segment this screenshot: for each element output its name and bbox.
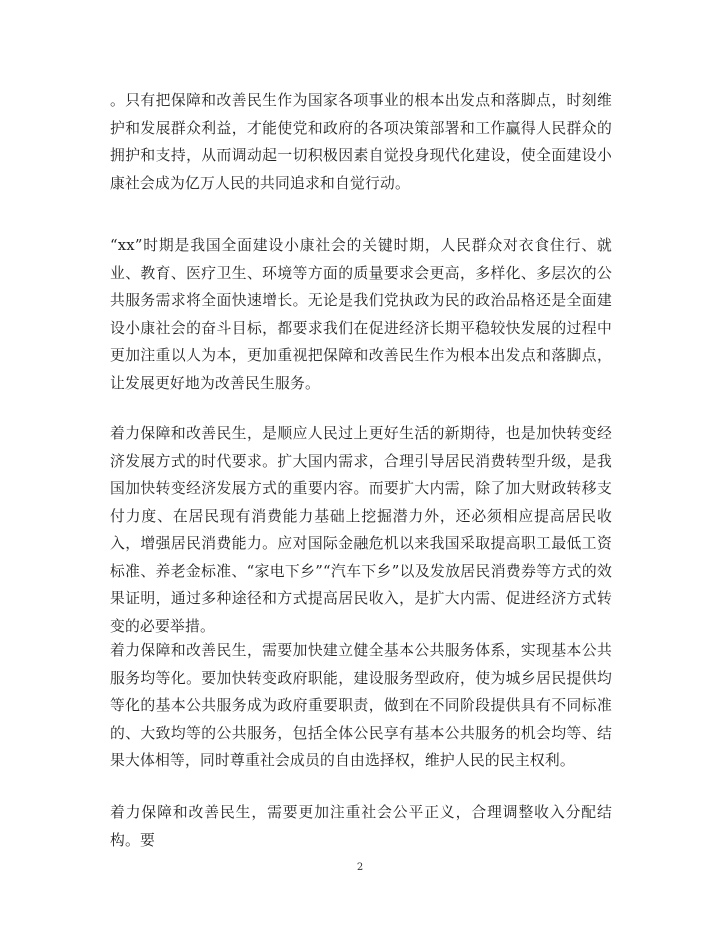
paragraph-2: “xx”时期是我国全面建设小康社会的关键时期，人民群众对衣食住行、就业、教育、医疗卫生、环境等方面的质量要求会更高，多样化、多层次的公共服务需求将全面快速增长。无论是我们党执政为民的政治品格还是全面建设小康社会的奋斗目标，都要求我们在促进经济长期平稳较快发展的过程中更加注重以人为本，更加重视把保障和改善民生作为根本出发点和落脚点，让发展更好地为改善民生服务。 — [110, 237, 612, 392]
paragraph-5: 着力保障和改善民生，需要更加注重社会公平正义，合理调整收入分配结构。要 — [110, 804, 612, 849]
paragraph-1: 。只有把保障和改善民生作为国家各项事业的根本出发点和落脚点，时刻维护和发展群众利益，才能使党和政府的各项决策部署和工作赢得人民群众的拥护和支持，从而调动起一切积极因素自觉投身现代化建设，使全面建设小康社会成为亿万人民的共同追求和自觉行动。 — [110, 92, 612, 192]
paragraph-4: 着力保障和改善民生，需要加快建立健全基本公共服务体系，实现基本公共服务均等化。要加快转变政府职能，建设服务型政府，使为城乡居民提供均等化的基本公共服务成为政府重要职责，做到在不同阶段提供具有不同标准的、大致均等的公共服务，包括全体公民享有基本公共服务的机会均等、结果大体相等，同时尊重社会成员的自由选择权，维护人民的民主权利。 — [110, 642, 612, 769]
page-number: 2 — [356, 862, 364, 873]
paragraph-3: 着力保障和改善民生，是顺应人民过上更好生活的新期待，也是加快转变经济发展方式的时代要求。扩大国内需求，合理引导居民消费转型升级，是我国加快转变经济发展方式的重要内容。而要扩大内需，除了加大财政转移支付力度、在居民现有消费能力基础上挖掘潜力外，还必须相应提高居民收入，增强居民消费能力。应对国际金融危机以来我国采取提高职工最低工资标准、养老金标准、“家电下乡”“汽车下乡”以及发放居民消费券等方式的效果证明，通过多种途径和方式提高居民收入，是扩大内需、促进经济方式转变的必要举措。 — [110, 425, 612, 635]
